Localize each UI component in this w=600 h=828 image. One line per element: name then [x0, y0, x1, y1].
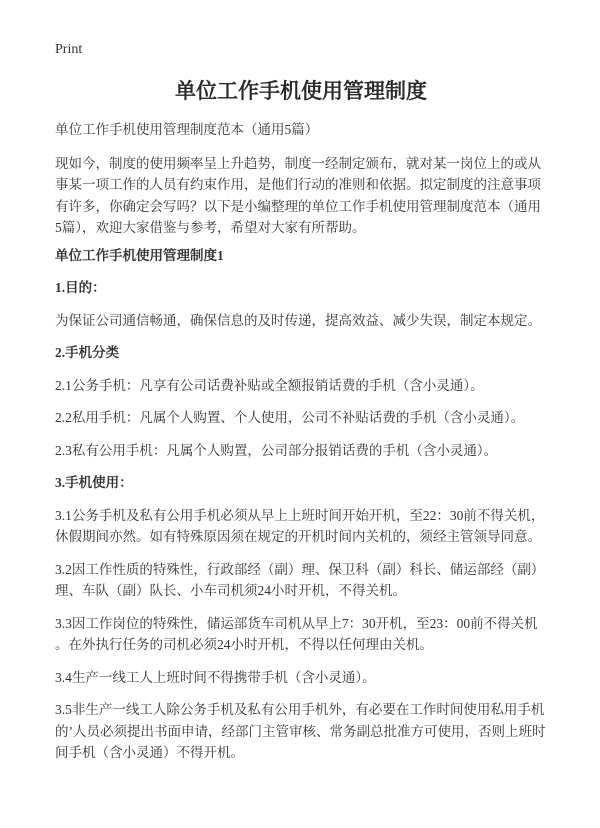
document-body: [55, 277, 547, 764]
print-link[interactable]: Print: [55, 42, 83, 57]
clause-paragraph: 3.1公务手机及私有公用手机必须从早上上班时间开始开机，至22：30前不得关机，休假期间亦然。如有特殊原因须在规定的开机时间内关机的，须经主管领导同意。: [55, 507, 545, 544]
clause-paragraph: 3.2因工作性质的特殊性，行政部经（副）理、保卫科（副）科长、储运部经（副）理、车队（副）队长、小车司机须24小时开机，不得关机。: [55, 561, 545, 598]
clause-paragraph: 3.4生产一线工人上班时间不得携带手机（含小灵通）。: [55, 669, 376, 685]
document-subtitle: 单位工作手机使用管理制度范本（通用5篇）: [55, 122, 319, 137]
clause-paragraph: 3.3因工作岗位的特殊性，储运部货车司机从早上7：30开机，至23：00前不得关机。在外执行任务的司机必须24小时开机，不得以任何理由关机。: [55, 615, 538, 652]
clause-paragraph: 2.3私有公用手机：凡属个人购置，公司部分报销话费的手机（含小灵通）。: [55, 442, 498, 458]
intro-paragraph: 现如今，制度的使用频率呈上升趋势，制度一经制定颁布，就对某一岗位上的或从事某一项工作的人员有约束作用，是他们行动的准则和依据。拟定制度的注意事项有许多，你确定会写吗？以下是小编整理的单位工作手机使用管理制度范本（通用5篇），欢迎大家借鉴与参考，希望对大家有所帮助。: [55, 155, 541, 235]
page-title: 单位工作手机使用管理制度: [175, 79, 427, 103]
clause-heading: 1.目的：: [55, 280, 106, 295]
section-heading: 单位工作手机使用管理制度1: [55, 247, 224, 263]
clause-paragraph: 2.1公务手机：凡享有公司话费补贴或全额报销话费的手机（含小灵通）。: [55, 377, 484, 393]
clause-paragraph: 3.5非生产一线工人除公务手机及私有公用手机外，有必要在工作时间使用私用手机的’人员必须提出书面申请，经部门主管审核、常务副总批准方可使用，否则上班时间手机（含小灵通）不得开机。: [55, 702, 546, 760]
clause-heading: 3.手机使用：: [55, 475, 133, 490]
clause-paragraph: 2.2私用手机：凡属个人购置、个人使用，公司不补贴话费的手机（含小灵通）。: [55, 410, 525, 425]
clause-paragraph: 为保证公司通信畅通，确保信息的及时传递，提高效益、减少失误，制定本规定。: [55, 312, 541, 328]
clause-heading: 2.手机分类: [55, 345, 120, 360]
